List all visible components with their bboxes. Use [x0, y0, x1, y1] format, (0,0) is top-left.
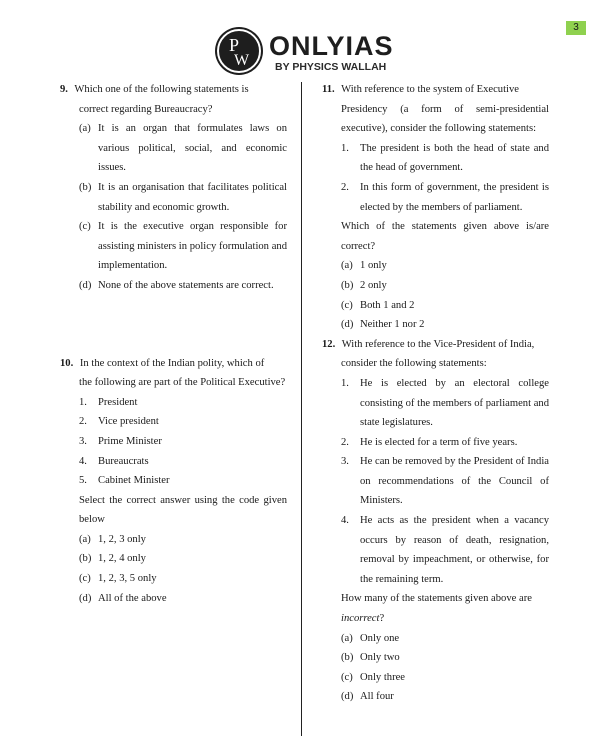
option-d: (d) Neither 1 nor 2: [341, 319, 425, 331]
question-11: [322, 80, 549, 335]
option-c: (c) 1, 2, 3, 5 only: [79, 573, 157, 585]
option-c: (c) It is the executive organ responsible for assisting ministers in policy formulation and implementation.: [79, 221, 287, 272]
list-item: 1. President: [79, 396, 138, 408]
option-d: (d) All of the above: [79, 592, 167, 604]
option-list: [322, 256, 549, 334]
option-d: (d) All four: [341, 691, 394, 703]
option-c: (c) Only three: [341, 671, 406, 683]
page-number: 3: [566, 21, 586, 35]
list-item: 2. In this form of government, the president is elected by the members of parliament.: [341, 181, 549, 213]
list-item: 3. He can be removed by the President of India on recommendations of the Council of Ministers.: [341, 456, 549, 507]
emphasis-text: incorrect: [341, 613, 380, 625]
question-number: 10.: [60, 357, 74, 369]
question-9: [60, 80, 287, 296]
column-divider: [301, 82, 302, 736]
option-a: (a) Only one: [341, 632, 400, 644]
brand-logo: [215, 27, 415, 77]
option-b: (b) Only two: [341, 652, 400, 664]
brand-subtitle: BY PHYSICS WALLAH: [275, 61, 387, 73]
brand-name: ONLYIAS: [269, 31, 394, 61]
question-stem: [60, 354, 287, 374]
question-stem: [322, 335, 549, 355]
question-number: 9.: [60, 84, 68, 95]
list-item: 4. He acts as the president when a vacancy occurs by reason of death, resignation, removal by impeachment, or otherwise, for the remaining term.: [341, 515, 549, 585]
list-item: 1. The president is both the head of state and the head of government.: [341, 142, 549, 174]
list-item: 4. Bureaucrats: [79, 455, 149, 467]
question-instruction: Select the correct answer using the code given below: [79, 494, 287, 526]
question-stem: [60, 80, 287, 100]
pw-logo-icon: [215, 27, 263, 75]
list-item: 3. Prime Minister: [79, 435, 162, 447]
statement-list: [322, 374, 549, 590]
svg-text:P: P: [229, 35, 240, 55]
option-list: [322, 629, 549, 707]
option-a: (a) 1 only: [341, 260, 387, 272]
question-stem-first: With reference to the system of Executive: [341, 84, 519, 95]
option-b: (b) 1, 2, 4 only: [79, 553, 146, 565]
question-stem-rest: Presidency (a form of semi-presidential executive), consider the following statements:: [341, 103, 549, 135]
question-stem-first: Which one of the following statements is: [74, 84, 249, 95]
question-instruction: Which of the statements given above is/are correct?: [341, 221, 549, 252]
question-stem-rest: the following are part of the Political Executive?: [79, 377, 286, 389]
list-item: 2. Vice president: [79, 416, 159, 428]
question-stem-rest: correct regarding Bureaucracy?: [79, 103, 213, 115]
list-item: 2. He is elected for a term of five years.: [341, 436, 518, 448]
question-stem-rest: consider the following statements:: [341, 358, 487, 370]
question-stem-first: In the context of the Indian polity, which of: [79, 357, 265, 369]
option-c: (c) Both 1 and 2: [341, 299, 415, 311]
option-a: (a) It is an organ that formulates laws on various political, social, and economic issues.: [79, 123, 287, 174]
question-number: 12.: [322, 338, 336, 350]
option-b: (b) It is an organisation that facilitates political stability and economic growth.: [79, 181, 287, 213]
statement-list: [60, 393, 287, 491]
question-12: [322, 335, 549, 707]
question-number: 11.: [322, 84, 335, 95]
option-a: (a) 1, 2, 3 only: [79, 533, 146, 545]
question-10: [60, 354, 287, 609]
option-list: [60, 530, 287, 608]
option-list: [60, 119, 287, 295]
question-stem: [322, 80, 549, 100]
statement-list: [322, 139, 549, 217]
option-d: (d) None of the above statements are correct.: [79, 279, 274, 291]
list-item: 5. Cabinet Minister: [79, 475, 170, 487]
right-column: [322, 80, 549, 707]
question-instruction: How many of the statements given above are incorrect?: [341, 593, 532, 625]
svg-text:W: W: [234, 52, 250, 69]
left-column: [60, 80, 287, 608]
option-b: (b) 2 only: [341, 279, 387, 291]
question-stem-first: With reference to the Vice-President of India,: [341, 338, 535, 350]
list-item: 1. He is elected by an electoral college consisting of the members of parliament and state legislatures.: [341, 377, 549, 429]
